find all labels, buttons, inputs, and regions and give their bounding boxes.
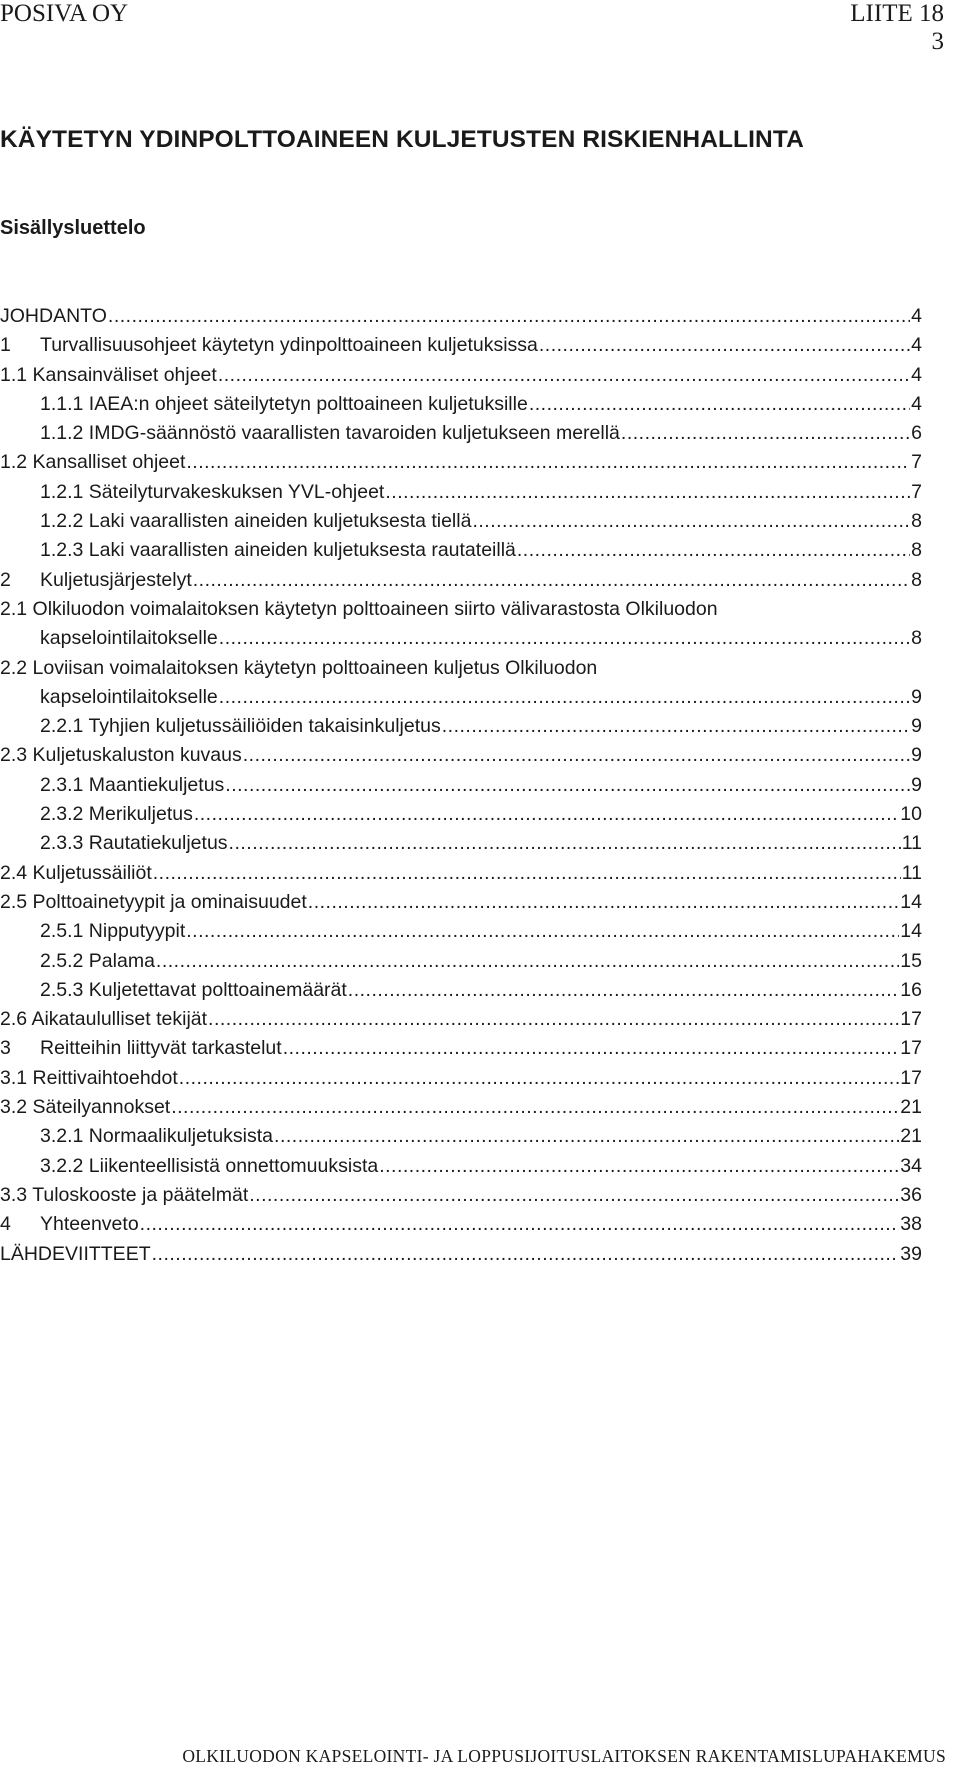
toc-entry[interactable] [0, 419, 922, 448]
toc-entry-number: 1.1 [0, 363, 28, 386]
toc-entry-number: 3.2.2 [40, 1154, 84, 1177]
toc-entry[interactable] [0, 507, 922, 536]
toc-leader-dots [385, 478, 910, 507]
toc-entry-title [0, 390, 528, 419]
toc-entry[interactable] [0, 331, 922, 360]
toc-entry[interactable] [0, 1152, 922, 1181]
toc-entry-page: 7 [911, 451, 922, 474]
toc-entry[interactable] [0, 654, 922, 683]
toc-entry[interactable] [0, 888, 922, 917]
toc-entry-title [0, 741, 242, 770]
toc-entry-title [0, 712, 441, 741]
toc-leader-dots [379, 1152, 899, 1181]
header-company: POSIVA OY [0, 0, 129, 27]
toc-entry-title [0, 566, 192, 595]
toc-entry-text: IAEA:n ohjeet säteilytetyn polttoaineen kuljetuksille [88, 392, 528, 415]
toc-entry[interactable] [0, 566, 922, 595]
toc-entry-page: 9 [911, 685, 922, 708]
toc-entry-text: Kuljetusjärjestelyt [40, 568, 192, 591]
toc-entry-page: 8 [911, 627, 922, 650]
toc-entry-text: JOHDANTO [0, 305, 107, 327]
toc-entry-page: 9 [911, 715, 922, 738]
toc-leader-dots [193, 566, 910, 595]
toc-entry-number: 1.2.1 [40, 480, 84, 503]
toc-entry-page: 4 [911, 305, 922, 327]
toc-entry-text: Kansainväliset ohjeet [32, 363, 217, 386]
toc-entry-title [0, 888, 307, 917]
toc-leader-dots [218, 361, 910, 390]
toc-entry-title [0, 361, 217, 390]
footer-text: OLKILUODON KAPSELOINTI- JA LOPPUSIJOITUSLAITOKSEN RAKENTAMISLUPAHAKEMUS [182, 1746, 946, 1766]
toc-entry-text: Normaalikuljetuksista [88, 1125, 274, 1148]
toc-entry-page: 8 [911, 510, 922, 533]
toc-entry[interactable] [0, 1210, 922, 1239]
toc-entry-text: Yhteenveto [40, 1213, 139, 1236]
toc-entry-text: Turvallisuusohjeet käytetyn ydinpolttoaineen kuljetuksissa [40, 334, 538, 357]
toc-leader-dots [219, 624, 910, 653]
toc-leader-dots [621, 419, 910, 448]
toc-entry-title [0, 1210, 139, 1239]
toc-entry-number: 1.2.2 [40, 510, 84, 533]
toc-entry-text: Rautatiekuljetus [88, 832, 228, 855]
toc-entry-title [0, 976, 347, 1005]
header-appendix: LIITE 18 [850, 0, 944, 27]
toc-entry-text: Loviisan voimalaitoksen käytetyn polttoaineen kuljetus Olkiluodon [32, 656, 598, 679]
toc-entry-text: Tuloskooste ja päätelmät [32, 1183, 249, 1206]
toc-entry-text: IMDG-säännöstö vaarallisten tavaroiden kuljetukseen merellä [88, 422, 620, 445]
toc-entry-text: LÄHDEVIITTEET [0, 1242, 151, 1265]
toc-entry-title [0, 1181, 248, 1210]
toc-entry-title [0, 419, 620, 448]
toc-entry[interactable] [0, 859, 922, 888]
toc-entry-text: Polttoainetyypit ja ominaisuudet [32, 890, 307, 913]
toc-leader-dots [108, 302, 910, 331]
toc-entry[interactable] [0, 1181, 922, 1210]
toc-entry-text: Kuljetettavat polttoainemäärät [88, 978, 347, 1001]
toc-entry-title [0, 859, 152, 888]
toc-leader-dots [517, 536, 910, 565]
toc-entry-number: 2 [0, 568, 11, 591]
toc-entry[interactable] [0, 771, 922, 800]
toc-entry[interactable] [0, 302, 922, 331]
toc-entry-title [0, 947, 155, 976]
toc-entry-page: 9 [911, 773, 922, 796]
toc-leader-dots [472, 507, 910, 536]
toc-leader-dots [186, 917, 899, 946]
toc-entry-text: Kuljetussäiliöt [32, 861, 152, 884]
toc-entry-page: 10 [900, 803, 922, 826]
toc-entry-text: Aikataululliset tekijät [31, 1008, 208, 1031]
toc-entry-number: 2.6 [0, 1008, 28, 1031]
toc-entry-number: 1.2.3 [40, 539, 84, 562]
toc-leader-dots [152, 1240, 900, 1269]
toc-entry-text: Kansalliset ohjeet [32, 451, 186, 474]
toc-entry-number: 3.1 [0, 1066, 28, 1089]
toc-entry[interactable] [0, 361, 922, 390]
toc-entry[interactable] [0, 536, 922, 565]
toc-entry-title [0, 1034, 282, 1063]
toc-entry-text: Säteilyannokset [32, 1096, 171, 1119]
toc-entry[interactable] [0, 947, 922, 976]
toc-entry-text: Liikenteellisistä onnettomuuksista [88, 1154, 379, 1177]
toc-leader-dots [219, 683, 910, 712]
toc-entry[interactable] [0, 976, 922, 1005]
toc-entry-title [0, 654, 597, 683]
header-appendix-block [850, 0, 944, 56]
toc-entry-number: 2.5.3 [40, 978, 84, 1001]
toc-entry[interactable] [0, 917, 922, 946]
toc-entry-page: 8 [911, 568, 922, 591]
toc-entry-number: 3 [0, 1037, 11, 1060]
toc-leader-dots [283, 1034, 900, 1063]
toc-entry-page: 7 [911, 480, 922, 503]
toc-entry-number: 4 [0, 1213, 11, 1236]
toc-leader-dots [529, 390, 910, 419]
toc-entry-number: 1.1.2 [40, 422, 84, 445]
toc-leader-dots [539, 331, 910, 360]
toc-entry-page: 6 [911, 422, 922, 445]
toc-entry[interactable] [0, 1064, 922, 1093]
table-of-contents [0, 302, 922, 1269]
toc-entry-page: 36 [900, 1183, 922, 1206]
toc-leader-dots [442, 712, 910, 741]
toc-leader-dots [225, 771, 910, 800]
toc-entry-page: 15 [900, 949, 922, 972]
toc-leader-dots [171, 1093, 899, 1122]
toc-leader-dots [229, 829, 901, 858]
toc-entry-text: Nipputyypit [88, 920, 186, 943]
toc-entry[interactable] [0, 829, 922, 858]
toc-leader-dots [140, 1210, 900, 1239]
toc-entry[interactable] [0, 478, 922, 507]
toc-entry-title [0, 331, 538, 360]
toc-leader-dots [208, 1005, 899, 1034]
header-page-number: 3 [931, 28, 944, 55]
toc-entry[interactable] [0, 624, 922, 653]
toc-entry-text: Kuljetuskaluston kuvaus [32, 744, 242, 767]
toc-entry-number: 3.2 [0, 1096, 28, 1119]
toc-entry-number: 2.1 [0, 597, 28, 620]
toc-entry-text: Laki vaarallisten aineiden kuljetuksesta rautateillä [88, 539, 516, 562]
toc-entry[interactable] [0, 712, 922, 741]
toc-entry-page: 4 [911, 392, 922, 415]
toc-entry-page: 34 [900, 1154, 922, 1177]
toc-entry-number: 1.2 [0, 451, 28, 474]
toc-entry[interactable] [0, 595, 922, 624]
toc-entry-number: 2.5 [0, 890, 28, 913]
toc-entry-page: 4 [911, 363, 922, 386]
toc-entry-title [0, 1093, 170, 1122]
toc-entry-text: Reitteihin liittyvät tarkastelut [40, 1037, 282, 1060]
toc-entry-title [0, 800, 193, 829]
toc-entry-number: 2.2 [0, 656, 28, 679]
toc-leader-dots [243, 741, 910, 770]
toc-entry-page: 38 [900, 1213, 922, 1236]
toc-entry-number: 1 [0, 334, 11, 357]
toc-entry[interactable] [0, 683, 922, 712]
toc-entry-page: 17 [900, 1037, 922, 1060]
toc-entry-number: 2.3.2 [40, 803, 84, 826]
toc-entry-page: 17 [900, 1008, 922, 1031]
toc-leader-dots [179, 1064, 900, 1093]
toc-entry-number: 2.2.1 [40, 715, 84, 738]
toc-entry-title [0, 917, 185, 946]
toc-entry-page: 17 [900, 1066, 922, 1089]
toc-leader-dots [249, 1181, 899, 1210]
toc-entry[interactable] [0, 1005, 922, 1034]
toc-entry-page: 39 [900, 1242, 922, 1265]
toc-entry-page: 11 [901, 861, 922, 884]
toc-entry-title [0, 448, 185, 477]
toc-leader-dots [308, 888, 900, 917]
toc-leader-dots [194, 800, 899, 829]
toc-leader-dots [274, 1122, 899, 1151]
toc-entry[interactable] [0, 800, 922, 829]
toc-heading: Sisällysluettelo [0, 217, 146, 239]
toc-entry-number: 2.5.2 [40, 949, 84, 972]
toc-entry-title [0, 536, 516, 565]
toc-entry-number: 3.2.1 [40, 1125, 84, 1148]
toc-entry[interactable] [0, 1240, 922, 1269]
toc-entry-title [0, 1152, 378, 1181]
toc-entry-page: 11 [901, 832, 922, 855]
toc-entry-text-continued: kapselointilaitokselle [40, 627, 218, 650]
toc-entry-text: Reittivaihtoehdot [32, 1066, 178, 1089]
toc-entry-text: Olkiluodon voimalaitoksen käytetyn polttoaineen siirto välivarastosta Olkiluodon [32, 597, 718, 620]
toc-entry-number: 2.3.1 [40, 773, 84, 796]
toc-leader-dots [156, 947, 899, 976]
document-title: KÄYTETYN YDINPOLTTOAINEEN KULJETUSTEN RISKIENHALLINTA [0, 126, 804, 153]
toc-entry-page: 8 [911, 539, 922, 562]
toc-leader-dots [348, 976, 900, 1005]
toc-entry-text: Merikuljetus [88, 803, 193, 826]
toc-entry[interactable] [0, 1122, 922, 1151]
toc-entry-number: 3.3 [0, 1183, 28, 1206]
toc-entry-number: 1.1.1 [40, 392, 84, 415]
toc-entry[interactable] [0, 448, 922, 477]
toc-entry-text: Maantiekuljetus [88, 773, 225, 796]
toc-entry-page: 21 [900, 1096, 922, 1119]
toc-entry-number: 2.3.3 [40, 832, 84, 855]
toc-entry-page: 9 [911, 744, 922, 767]
toc-entry-title [0, 829, 228, 858]
toc-entry-text: Laki vaarallisten aineiden kuljetuksesta tiellä [88, 510, 472, 533]
toc-entry-page: 16 [900, 978, 922, 1001]
toc-entry-title [0, 771, 224, 800]
toc-entry-title [0, 1122, 273, 1151]
toc-entry-title [0, 302, 107, 331]
toc-entry-title [0, 1064, 178, 1093]
toc-entry-number: 2.5.1 [40, 920, 84, 943]
toc-leader-dots [186, 448, 910, 477]
toc-entry-title [0, 595, 718, 624]
toc-entry-page: 21 [900, 1125, 922, 1148]
toc-entry-title [0, 478, 384, 507]
toc-entry[interactable] [0, 741, 922, 770]
toc-entry-page: 4 [911, 334, 922, 357]
toc-entry-text: Tyhjien kuljetussäiliöiden takaisinkuljetus [88, 715, 441, 738]
toc-entry-text: Säteilyturvakeskuksen YVL-ohjeet [88, 480, 385, 503]
toc-entry-title [0, 507, 471, 536]
toc-entry-text: Palama [88, 949, 155, 972]
toc-entry-page: 14 [900, 920, 922, 943]
toc-entry[interactable] [0, 1034, 922, 1063]
toc-entry-number: 2.4 [0, 861, 28, 884]
toc-leader-dots [153, 859, 901, 888]
toc-entry-title [0, 1005, 207, 1034]
toc-entry-title [0, 1240, 151, 1269]
toc-entry[interactable] [0, 390, 922, 419]
toc-entry-text-continued: kapselointilaitokselle [40, 685, 218, 708]
toc-entry[interactable] [0, 1093, 922, 1122]
toc-entry-page: 14 [900, 890, 922, 913]
toc-entry-number: 2.3 [0, 744, 28, 767]
